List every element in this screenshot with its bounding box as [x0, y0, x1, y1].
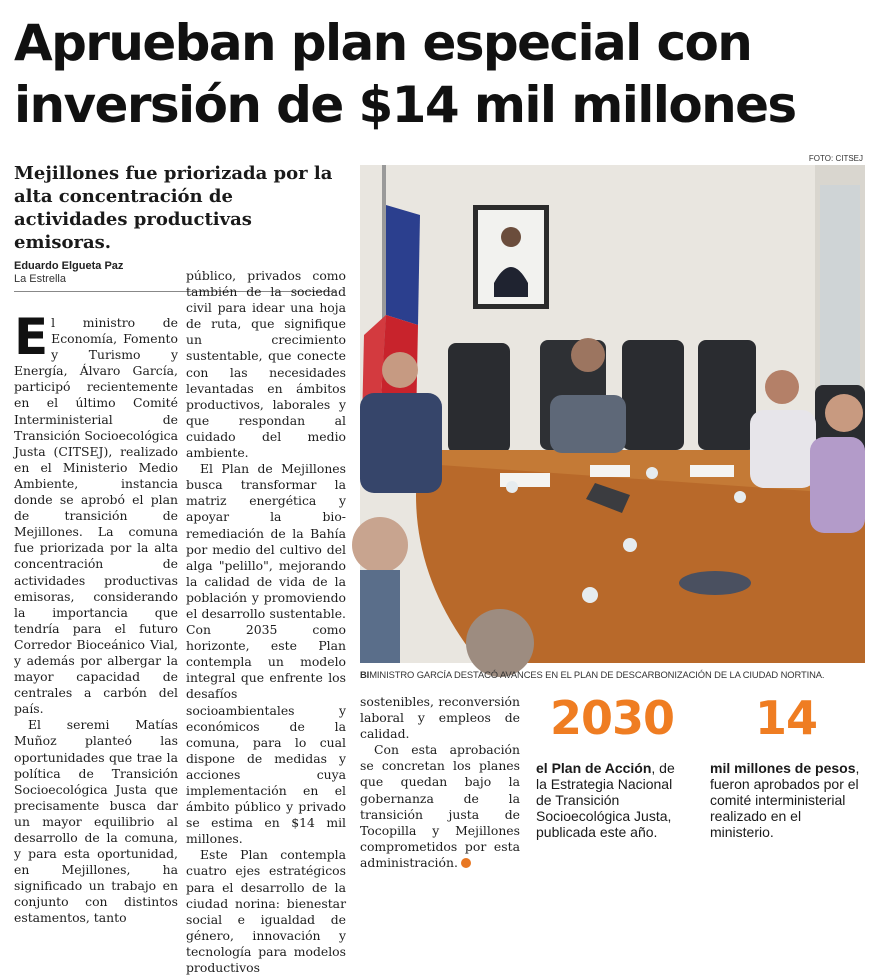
subheadline: Mejillones fue priorizada por la alta concentración de actividades productivas emisoras. — [14, 163, 333, 253]
end-mark-icon — [461, 858, 471, 868]
stat-description-bold: el Plan de Acción — [536, 760, 652, 776]
stat-number: 14 — [754, 691, 817, 745]
stat-description-bold: mil millones de pesos — [710, 760, 856, 776]
article-column-2 — [186, 268, 346, 976]
outlet-name: La Estrella — [14, 273, 66, 285]
paragraph-1-text: l ministro de Economía, Fomento y Turismo y Energía, Álvaro García, participó recientemente en el último Comité Interministerial de Transición Socioecológica Justa (CITSEJ), realizado en el Ministerio Medio Ambiente, instancia donde se aprobó el plan de transición de Mejillones. La comuna fue priorizada por la alta concentración de actividades productivas emisoras, considerando la importancia que tendría para el futuro Corredor Bioceánico Vial, y además por albergar la mayor capacidad de centrales a carbón del país. — [14, 315, 178, 717]
meeting-photo — [360, 165, 865, 663]
article-column-3 — [360, 694, 520, 871]
photo-caption — [360, 669, 865, 680]
stat-number: 2030 — [549, 691, 675, 745]
stat-description — [710, 760, 862, 840]
paragraph-5-text: Con esta aprobación se concretan los planes que quedan bajo la gobernanza de la transición justa de Tocopilla y Mejillones comprometidos por esta administración. — [360, 742, 520, 870]
photo-credit: FOTO: CITSEJ — [808, 154, 863, 163]
article-paragraph-2-continued: público, privados como también de la sociedad civil para idear una hoja de ruta, que signifique un crecimiento sustentable, que conecte con las necesidades levantadas en ámbitos productivos, laborales y que respondan al cuidado del medio ambiente. — [186, 268, 346, 461]
author-name: Eduardo Elgueta Paz — [14, 260, 124, 272]
article-paragraph-4: Este Plan contempla cuatro ejes estratégicos para el desarrollo de la ciudad norina: bienestar social e igualdad de género, innovación y tecnología para modelos productivos — [186, 847, 346, 976]
article-paragraph-3: El Plan de Mejillones busca transformar la matriz energética y apoyar la bio-remediación de la Bahía por medio del cultivo del alga "pelillo", mejorando la calidad de vida de la población y promoviendo el desarrollo sustentable. Con 2035 como horizonte, este Plan contempla un modelo integral que enfrente los desafíos socioambientales y económicos de la comuna, para lo cual dispone de medidas y acciones cuya implementación en el ámbito público y privado se estima en $14 mil millones. — [186, 461, 346, 847]
stat-description — [536, 760, 688, 840]
caption-lead: BI — [360, 669, 370, 680]
stat-box-2030 — [536, 690, 688, 840]
stat-description-text: , de la Estrategia Nacional de Transición Socioecológica Justa, publicada este año. — [536, 760, 675, 840]
drop-cap: E — [14, 308, 49, 366]
stat-description-text: , fueron aprobados por el comité interministerial realizado en el ministerio. — [710, 760, 860, 840]
meeting-photo-illustration — [360, 165, 865, 663]
headline: Aprueban plan especial con inversión de $14 mil millones — [14, 14, 796, 134]
article-paragraph-2: El seremi Matías Muñoz planteó las oportunidades que trae la política de Transición Socioecológica Justa que precisamente busca dar un mayor equilibrio al desarrollo de la comuna, y para esta oportunidad, en Mejillones, ha significado un trabajo en conjunto con distintos estamentos, tanto — [14, 717, 178, 926]
article-paragraph-4-continued: sostenibles, reconversión laboral y empleos de calidad. — [360, 694, 520, 742]
article-paragraph-1 — [14, 308, 178, 717]
stat-box-14 — [710, 690, 862, 840]
caption-text: MINISTRO GARCÍA DESTACÓ AVANCES EN EL PLAN DE DESCARBONIZACIÓN DE LA CIUDAD NORTINA. — [369, 669, 825, 680]
article-column-1 — [14, 308, 178, 927]
article-paragraph-5 — [360, 742, 520, 871]
